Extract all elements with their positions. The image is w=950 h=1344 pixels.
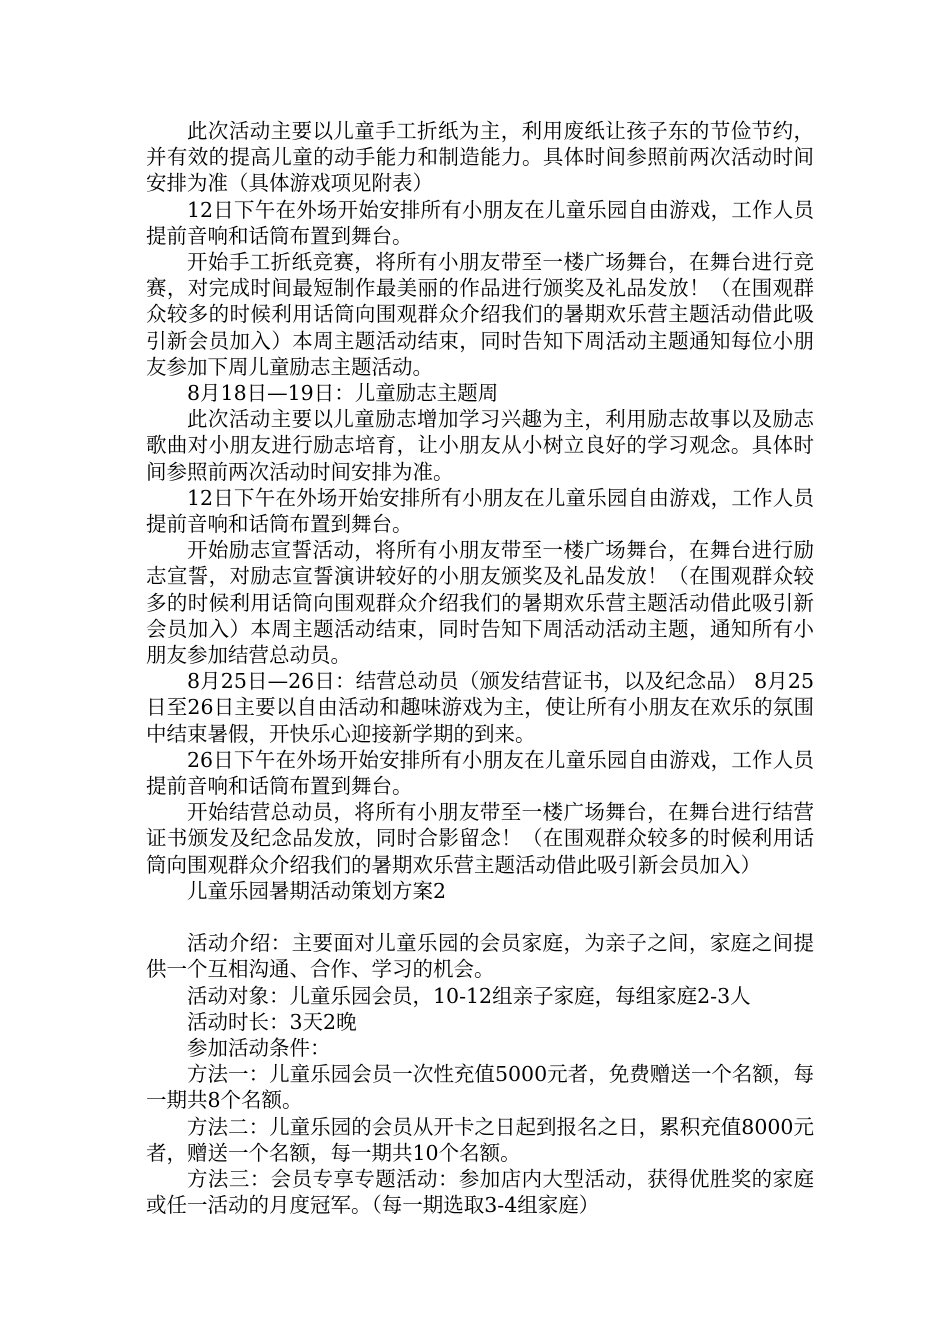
paragraph: 12日下午在外场开始安排所有小朋友在儿童乐园自由游戏，工作人员提前音响和话筒布置到舞台。: [146, 485, 814, 537]
paragraph: 26日下午在外场开始安排所有小朋友在儿童乐园自由游戏，工作人员提前音响和话筒布置到舞台。: [146, 747, 814, 799]
document-page: [146, 118, 814, 1218]
paragraph: 8月25日—26日：结营总动员（颁发结营证书，以及纪念品） 8月25日至26日主要以自由活动和趣味游戏为主，使让所有小朋友在欢乐的氛围中结束暑假，开快乐心迎接新学期的到来。: [146, 669, 814, 746]
paragraph: 开始励志宣誓活动，将所有小朋友带至一楼广场舞台，在舞台进行励志宣誓，对励志宣誓演讲较好的小朋友颁奖及礼品发放！（在围观群众较多的时候利用话筒向围观群众介绍我们的暑期欢乐营主题活动借此吸引新会员加入）本周主题活动结束，同时告知下周活动活动主题，通知所有小朋友参加结营总动员。: [146, 538, 814, 668]
paragraph: 活动时长：3天2晚: [187, 1009, 357, 1034]
paragraph: 此次活动主要以儿童励志增加学习兴趣为主，利用励志故事以及励志歌曲对小朋友进行励志培育，让小朋友从小树立良好的学习观念。具体时间参照前两次活动时间安排为准。: [146, 407, 814, 484]
paragraph: 活动介绍：主要面对儿童乐园的会员家庭，为亲子之间，家庭之间提供一个互相沟通、合作、学习的机会。: [146, 931, 814, 982]
paragraph: 开始手工折纸竞赛，将所有小朋友带至一楼广场舞台，在舞台进行竞赛，对完成时间最短制作最美丽的作品进行颁奖及礼品发放！（在围观群众较多的时候利用话筒向围观群众介绍我们的暑期欢乐营主题活动借此吸引新会员加入）本周主题活动结束，同时告知下周活动主题通知每位小朋友参加下周儿童励志主题活动。: [146, 250, 814, 379]
paragraph: 12日下午在外场开始安排所有小朋友在儿童乐园自由游戏，工作人员提前音响和话筒布置到舞台。: [146, 197, 814, 248]
paragraph: 参加活动条件：: [187, 1035, 331, 1060]
paragraph: 方法一：儿童乐园会员一次性充值5000元者，免费赠送一个名额，每一期共8个名额。: [146, 1062, 814, 1113]
blank-line: [146, 904, 814, 930]
paragraph: 活动对象：儿童乐园会员，10-12组亲子家庭，每组家庭2-3人: [187, 983, 751, 1008]
paragraph: 此次活动主要以儿童手工折纸为主，利用废纸让孩子东的节俭节约，并有效的提高儿童的动手能力和制造能力。具体时间参照前两次活动时间安排为准（具体游戏项见附表）: [146, 119, 814, 196]
paragraph: 方法三：会员专享专题活动：参加店内大型活动，获得优胜奖的家庭或任一活动的月度冠军。（每一期选取3-4组家庭）: [146, 1166, 814, 1218]
paragraph: 开始结营总动员，将所有小朋友带至一楼广场舞台，在舞台进行结营证书颁发及纪念品发放，同时合影留念！（在围观群众较多的时候利用话筒向围观群众介绍我们的暑期欢乐营主题活动借此吸引新会员加入）: [146, 800, 814, 877]
paragraph-heading: 8月18日—19日：儿童励志主题周: [187, 381, 499, 406]
paragraph: 方法二：儿童乐园的会员从开卡之日起到报名之日，累积充值8000元者，赠送一个名额，每一期共10个名额。: [146, 1114, 814, 1165]
section-title: 儿童乐园暑期活动策划方案2: [187, 878, 447, 903]
